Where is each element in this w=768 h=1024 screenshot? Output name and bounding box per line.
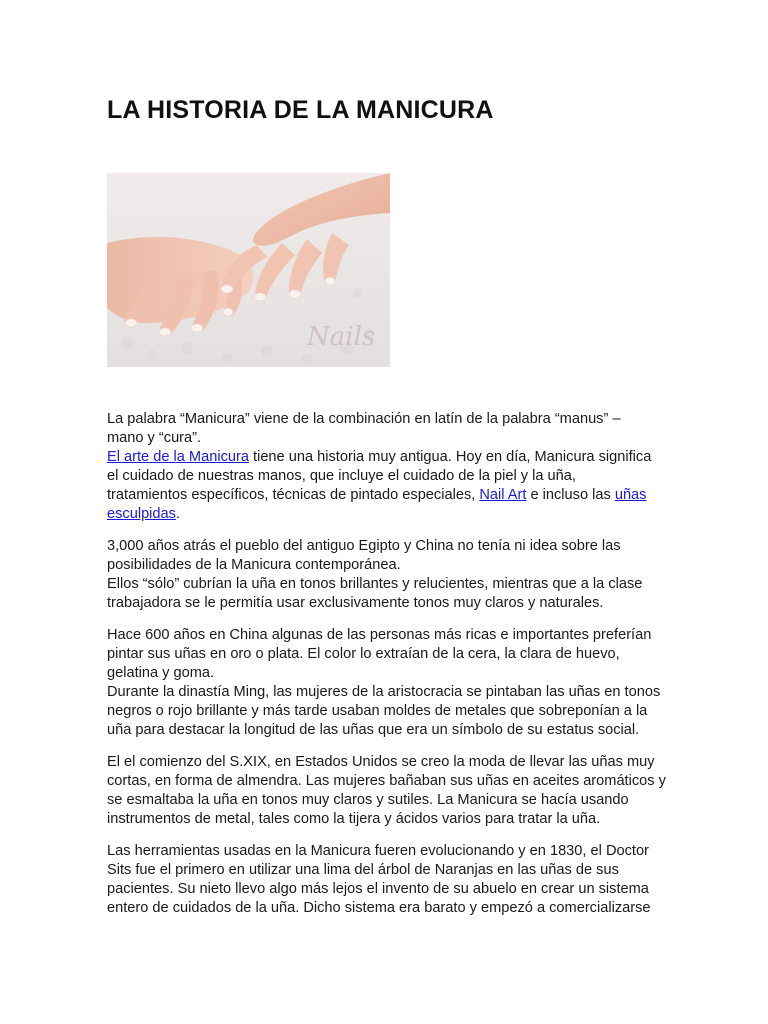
text-line: El el comienzo del S.XIX, en Estados Unidos se creo la moda de llevar las uñas muy xyxy=(107,754,655,770)
text-fragment: . xyxy=(175,506,181,522)
text-line: Las herramientas usadas en la Manicura fueren evolucionando y en 1830, el Doctor xyxy=(107,843,649,859)
text-line: Hace 600 años en China algunas de las personas más ricas e importantes preferían xyxy=(107,627,652,643)
text-line: cortas, en forma de almendra. Las mujeres bañaban sus uñas en aceites aromáticos y xyxy=(107,773,666,789)
text-line: se esmaltaba la uña en tonos muy claros y sutiles. La Manicura se hacía usando xyxy=(107,792,629,808)
text-line: pacientes. Su nieto llevo algo más lejos el invento de su abuelo en crear un sistema xyxy=(107,881,649,897)
nails-watermark: Nails xyxy=(307,322,376,352)
text-line: Sits fue el primero en utilizar una lima del árbol de Naranjas en las uñas de sus xyxy=(107,862,619,878)
article-body xyxy=(107,410,667,931)
text-line: Ellos “sólo” cubrían la uña en tonos brillantes y relucientes, mientras que a la clase xyxy=(107,576,643,592)
text-fragment: tiene una historia muy antigua. Hoy en día, Manicura significa xyxy=(248,449,652,465)
paragraph-5 xyxy=(107,842,667,918)
text-line: mano y “cura”. xyxy=(107,430,202,446)
paragraph-3 xyxy=(107,626,667,740)
text-line: pintar sus uñas en oro o plata. El color lo extraían de la cera, la clara de huevo, xyxy=(107,646,620,662)
text-line: el cuidado de nuestras manos, que incluye el cuidado de la piel y la uña, xyxy=(107,468,576,484)
text-line: entero de cuidados de la uña. Dicho sistema era barato y empezó a comercializarse xyxy=(107,900,651,916)
page-title: LA HISTORIA DE LA MANICURA xyxy=(107,96,494,124)
text-line: posibilidades de la Manicura contemporánea. xyxy=(107,557,401,573)
text-line: instrumentos de metal, tales como la tijera y ácidos varios para tratar la uña. xyxy=(107,811,601,827)
manicured-hands-photo xyxy=(107,173,390,367)
paragraph-1 xyxy=(107,410,667,524)
text-line: gelatina y goma. xyxy=(107,665,215,681)
text-line: negros o rojo brillante y más tarde usaban moldes de metales que sobreponían a la xyxy=(107,703,648,719)
text-line-with-link xyxy=(107,448,667,467)
text-fragment: e incluso las xyxy=(526,487,615,503)
paragraph-2 xyxy=(107,537,667,613)
text-line-with-link xyxy=(107,505,667,524)
link-arte-manicura[interactable]: El arte de la Manicura xyxy=(107,449,249,465)
text-line: 3,000 años atrás el pueblo del antiguo Egipto y China no tenía ni idea sobre las xyxy=(107,538,621,554)
text-line: La palabra “Manicura” viene de la combinación en latín de la palabra “manus” – xyxy=(107,411,621,427)
hands-illustration xyxy=(107,173,390,367)
text-line-with-links xyxy=(107,486,667,505)
paragraph-4 xyxy=(107,753,667,829)
link-unas-esculpidas[interactable]: uñas xyxy=(614,487,647,503)
text-fragment: tratamientos específicos, técnicas de pintado especiales, xyxy=(107,487,480,503)
text-line: uña para destacar la longitud de las uñas que era un símbolo de su estatus social. xyxy=(107,722,640,738)
text-line: trabajadora se le permitía usar exclusivamente tonos muy claros y naturales. xyxy=(107,595,604,611)
link-unas-esculpidas-cont[interactable]: esculpidas xyxy=(107,506,176,522)
text-line: Durante la dinastía Ming, las mujeres de la aristocracia se pintaban las uñas en tonos xyxy=(107,684,661,700)
link-nail-art[interactable]: Nail Art xyxy=(479,487,527,503)
